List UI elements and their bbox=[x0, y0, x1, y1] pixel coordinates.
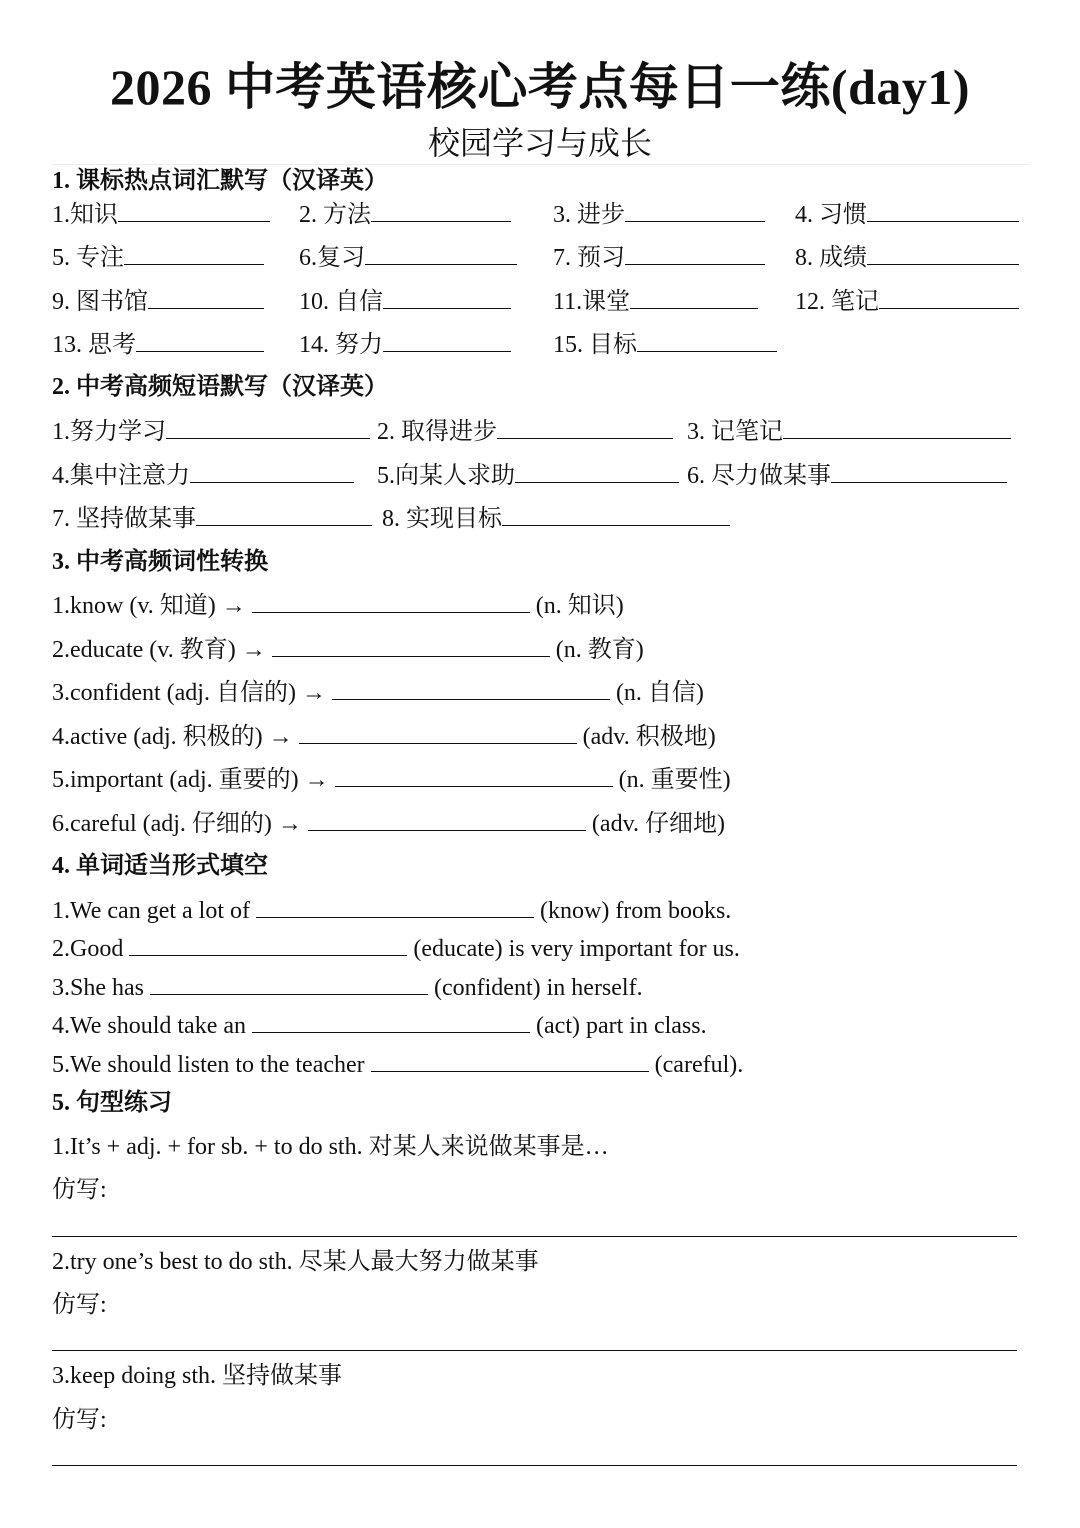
conversion-hint: (n. 重要性) bbox=[618, 767, 731, 793]
answer-blank[interactable] bbox=[252, 590, 530, 613]
conversion-item bbox=[52, 721, 716, 752]
fill-in-item bbox=[52, 972, 643, 1003]
sentence-pattern: 2.try one’s best to do sth. 尽某人最大努力做某事 bbox=[52, 1249, 539, 1275]
imitation-label: 仿写: bbox=[52, 1177, 107, 1203]
conversion-hint: (adv. 积极地) bbox=[582, 724, 716, 750]
phrase-item bbox=[377, 460, 679, 491]
fill-in-suffix: (educate) is very important for us. bbox=[413, 936, 740, 962]
fill-in-prefix: 2.Good bbox=[52, 936, 124, 962]
answer-blank[interactable] bbox=[867, 242, 1019, 265]
conversion-item bbox=[52, 764, 731, 795]
conversion-hint: (adv. 仔细地) bbox=[591, 811, 725, 837]
answer-blank[interactable] bbox=[625, 199, 765, 222]
answer-blank[interactable] bbox=[515, 460, 679, 483]
page-subtitle: 校园学习与成长 bbox=[427, 125, 652, 161]
vocab-item bbox=[795, 242, 1019, 273]
phrase-item bbox=[382, 503, 730, 534]
vocab-item bbox=[52, 199, 270, 230]
phrase-label: 5.向某人求助 bbox=[377, 463, 515, 489]
vocab-item bbox=[553, 329, 777, 360]
vocab-item bbox=[553, 242, 765, 273]
vocab-label: 10. 自信 bbox=[299, 289, 383, 315]
phrase-label: 3. 记笔记 bbox=[687, 419, 783, 445]
answer-blank[interactable] bbox=[502, 503, 730, 526]
phrase-label: 7. 坚持做某事 bbox=[52, 506, 196, 532]
fill-in-prefix: 3.She has bbox=[52, 975, 144, 1001]
phrase-label: 2. 取得进步 bbox=[377, 419, 497, 445]
phrase-label: 6. 尽力做某事 bbox=[687, 463, 831, 489]
conversion-item bbox=[52, 590, 624, 621]
vocab-label: 9. 图书馆 bbox=[52, 289, 148, 315]
answer-blank[interactable] bbox=[383, 329, 511, 352]
vocab-item bbox=[52, 329, 264, 360]
page-title: 2026 中考英语核心考点每日一练(day1) bbox=[109, 59, 971, 115]
answer-blank[interactable] bbox=[625, 242, 765, 265]
vocab-item bbox=[52, 242, 264, 273]
vocab-item bbox=[52, 286, 264, 317]
conversion-prompt: 2.educate (v. 教育) → bbox=[52, 637, 266, 663]
fill-in-item bbox=[52, 895, 731, 926]
phrase-item bbox=[687, 460, 1007, 491]
answer-blank[interactable] bbox=[332, 677, 610, 700]
answer-blank[interactable] bbox=[371, 199, 511, 222]
vocab-label: 1.知识 bbox=[52, 202, 118, 228]
vocab-label: 14. 努力 bbox=[299, 332, 383, 358]
fill-in-prefix: 5.We should listen to the teacher bbox=[52, 1052, 365, 1078]
answer-blank[interactable] bbox=[190, 460, 354, 483]
header-divider bbox=[52, 164, 1030, 165]
answer-blank[interactable] bbox=[124, 242, 264, 265]
fill-in-suffix: (careful). bbox=[654, 1052, 744, 1078]
conversion-prompt: 6.careful (adj. 仔细的) → bbox=[52, 811, 302, 837]
answer-blank[interactable] bbox=[365, 242, 517, 265]
conversion-item bbox=[52, 808, 725, 839]
phrase-item bbox=[52, 503, 372, 534]
answer-blank[interactable] bbox=[383, 286, 511, 309]
vocab-label: 13. 思考 bbox=[52, 332, 136, 358]
section-2-heading: 2. 中考高频短语默写（汉译英） bbox=[52, 374, 388, 400]
vocab-label: 3. 进步 bbox=[553, 202, 625, 228]
section-3-heading: 3. 中考高频词性转换 bbox=[52, 549, 268, 575]
answer-blank[interactable] bbox=[166, 416, 370, 439]
phrase-label: 1.努力学习 bbox=[52, 419, 166, 445]
answer-blank[interactable] bbox=[299, 721, 577, 744]
conversion-item bbox=[52, 634, 644, 665]
fill-in-item bbox=[52, 1010, 707, 1041]
vocab-item bbox=[299, 286, 511, 317]
writing-line[interactable] bbox=[52, 1465, 1017, 1466]
vocab-item bbox=[795, 199, 1019, 230]
conversion-hint: (n. 自信) bbox=[615, 680, 704, 706]
answer-blank[interactable] bbox=[831, 460, 1007, 483]
fill-in-item bbox=[52, 933, 740, 964]
section-5-heading: 5. 句型练习 bbox=[52, 1090, 172, 1116]
fill-in-suffix: (know) from books. bbox=[540, 898, 732, 924]
fill-in-prefix: 1.We can get a lot of bbox=[52, 898, 250, 924]
answer-blank[interactable] bbox=[630, 286, 758, 309]
sentence-pattern: 3.keep doing sth. 坚持做某事 bbox=[52, 1363, 342, 1389]
vocab-label: 2. 方法 bbox=[299, 202, 371, 228]
answer-blank[interactable] bbox=[196, 503, 372, 526]
fill-in-item bbox=[52, 1049, 743, 1080]
vocab-label: 15. 目标 bbox=[553, 332, 637, 358]
conversion-prompt: 3.confident (adj. 自信的) → bbox=[52, 680, 326, 706]
vocab-item bbox=[299, 199, 511, 230]
section-4-heading: 4. 单词适当形式填空 bbox=[52, 853, 268, 879]
phrase-label: 4.集中注意力 bbox=[52, 463, 190, 489]
answer-blank[interactable] bbox=[129, 933, 407, 956]
vocab-item bbox=[299, 329, 511, 360]
fill-in-suffix: (act) part in class. bbox=[536, 1013, 707, 1039]
answer-blank[interactable] bbox=[879, 286, 1019, 309]
vocab-item bbox=[795, 286, 1019, 317]
phrase-item bbox=[687, 416, 1011, 447]
writing-line[interactable] bbox=[52, 1350, 1017, 1351]
answer-blank[interactable] bbox=[371, 1049, 649, 1072]
vocab-item bbox=[299, 242, 517, 273]
vocab-label: 5. 专注 bbox=[52, 245, 124, 271]
section-1-heading: 1. 课标热点词汇默写（汉译英） bbox=[52, 168, 388, 194]
vocab-item bbox=[553, 199, 765, 230]
vocab-label: 11.课堂 bbox=[553, 289, 631, 315]
answer-blank[interactable] bbox=[637, 329, 777, 352]
conversion-prompt: 4.active (adj. 积极的) → bbox=[52, 724, 293, 750]
answer-blank[interactable] bbox=[867, 199, 1019, 222]
sentence-pattern: 1.It’s + adj. + for sb. + to do sth. 对某人来说做某事是… bbox=[52, 1134, 609, 1160]
conversion-prompt: 1.know (v. 知道) → bbox=[52, 593, 246, 619]
answer-blank[interactable] bbox=[783, 416, 1011, 439]
vocab-label: 8. 成绩 bbox=[795, 245, 867, 271]
answer-blank[interactable] bbox=[252, 1010, 530, 1033]
answer-blank[interactable] bbox=[148, 286, 264, 309]
phrase-item bbox=[377, 416, 673, 447]
writing-line[interactable] bbox=[52, 1236, 1017, 1237]
conversion-prompt: 5.important (adj. 重要的) → bbox=[52, 767, 329, 793]
answer-blank[interactable] bbox=[256, 895, 534, 918]
answer-blank[interactable] bbox=[308, 808, 586, 831]
vocab-label: 7. 预习 bbox=[553, 245, 625, 271]
vocab-label: 6.复习 bbox=[299, 245, 365, 271]
conversion-item bbox=[52, 677, 704, 708]
answer-blank[interactable] bbox=[118, 199, 270, 222]
conversion-hint: (n. 教育) bbox=[555, 637, 644, 663]
vocab-label: 4. 习惯 bbox=[795, 202, 867, 228]
answer-blank[interactable] bbox=[272, 634, 550, 657]
fill-in-prefix: 4.We should take an bbox=[52, 1013, 247, 1039]
imitation-label: 仿写: bbox=[52, 1407, 107, 1433]
answer-blank[interactable] bbox=[497, 416, 673, 439]
phrase-label: 8. 实现目标 bbox=[382, 506, 502, 532]
phrase-item bbox=[52, 460, 354, 491]
fill-in-suffix: (confident) in herself. bbox=[434, 975, 643, 1001]
phrase-item bbox=[52, 416, 370, 447]
vocab-item bbox=[553, 286, 758, 317]
vocab-label: 12. 笔记 bbox=[795, 289, 879, 315]
conversion-hint: (n. 知识) bbox=[535, 593, 624, 619]
answer-blank[interactable] bbox=[150, 972, 428, 995]
answer-blank[interactable] bbox=[136, 329, 264, 352]
imitation-label: 仿写: bbox=[52, 1292, 107, 1318]
answer-blank[interactable] bbox=[335, 764, 613, 787]
